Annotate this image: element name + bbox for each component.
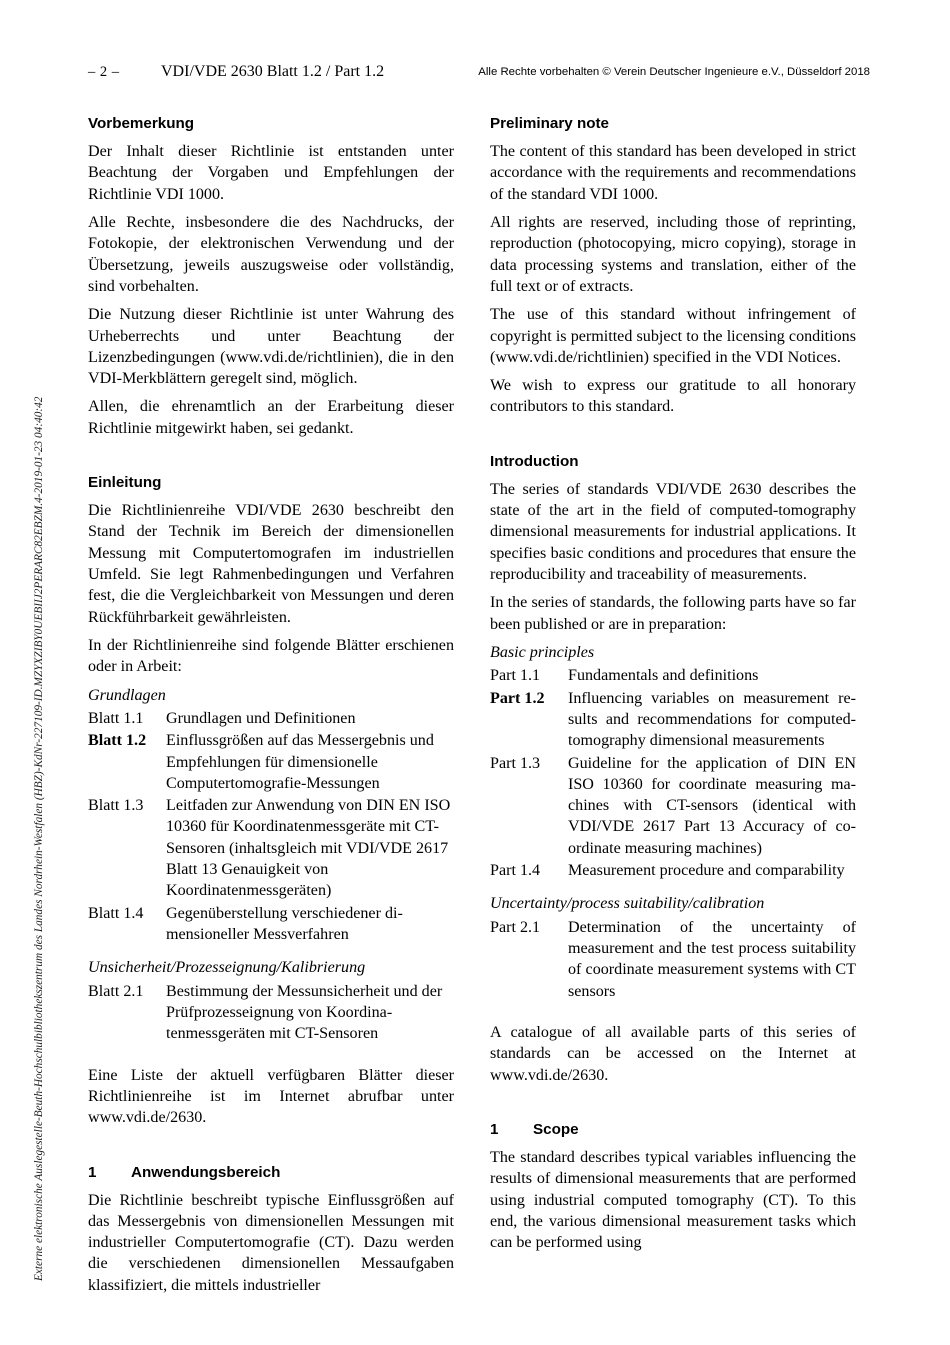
copyright-notice: Alle Rechte vorbehalten © Verein Deutscher Ingenieure e.V., Düsseldorf 2018 <box>478 66 870 78</box>
group-spacer <box>88 946 454 957</box>
group-spacer <box>490 882 856 893</box>
part-label: Part 1.2 <box>490 689 545 707</box>
part-label: Blatt 1.1 <box>88 709 144 727</box>
part-label: Part 1.4 <box>490 862 541 880</box>
part-text: Measurement procedure and comparability <box>568 862 845 880</box>
paragraph-closing: A catalogue of all available parts of this series of standards can be accessed on the Internet at www.vdi.de/2630. <box>490 1023 856 1084</box>
subheading-basic-principles: Basic principles <box>490 643 595 661</box>
part-list-item <box>88 708 454 729</box>
section-spacer <box>490 1086 856 1120</box>
paragraph: Die Richtlinie beschreibt typische Einflussgrößen auf das Messergebnis von dimensionellen Messungen mit industrieller Computertomografie (CT). Dazu werden die verschiedenen dimensionellen Messaufgaben klassifiziert, die mittels industrieller <box>88 1191 454 1294</box>
paragraph: The series of standards VDI/VDE 2630 describes the state of the art in the field of computed-tomography dimensional measurements for industrial applications. It specifies basic conditions and procedures that ensure the reproducibility and traceability of measurements. <box>490 480 856 583</box>
part-list-item <box>490 688 856 752</box>
part-text: Gegenüberstellung verschiedener dimensioneller Messverfahren <box>166 904 403 943</box>
part-label: Blatt 1.2 <box>88 732 147 750</box>
part-list-item <box>88 795 454 902</box>
group-spacer <box>490 1003 856 1022</box>
part-list-item <box>88 903 454 946</box>
heading-anwendungsbereich <box>88 1163 454 1182</box>
paragraph: Der Inhalt dieser Richtlinie ist entstanden unter Beachtung der Vorgaben und Empfehlungen der Richtlinie VDI 1000. <box>88 143 454 203</box>
subheading-uncertainty: Uncertainty/process suitability/calibration <box>490 895 765 913</box>
part-list-item <box>490 665 856 686</box>
section-spacer <box>490 418 856 452</box>
heading-preliminary-note: Preliminary note <box>490 115 610 132</box>
paragraph: Die Nutzung dieser Richtlinie ist unter Wahrung des Urheberrechts und unter Beachtung der Lizenzbedingungen (www.vdi.de/richtlinien), die in den VDI-Merkblättern geregelt sind, möglich. <box>88 306 454 388</box>
part-list-item <box>490 917 856 1002</box>
part-label: Part 1.1 <box>490 667 541 685</box>
part-list-item <box>88 730 454 794</box>
paragraph-closing: Eine Liste der aktuell verfügbaren Blätter dieser Richtlinienreihe ist im Internet abrufbar unter www.vdi.de/2630. <box>88 1066 454 1127</box>
part-text: Einflussgrößen auf das Messergebnis und Empfehlungen für dimensionelle Computertomografie-Messungen <box>166 732 434 792</box>
part-text: Determination of the uncertainty of measurement and the test process suitability of coordinate measurement systems with CT sensors <box>568 918 856 1000</box>
heading-introduction: Introduction <box>490 452 579 470</box>
part-text: Leitfaden zur Anwendung von DIN EN ISO 10360 für Koordinatenmessgeräte mit CT-Sensoren (inhaltsgleich mit VDI/VDE 2617 Blatt 13 Genauigkeit von Koordinatenmessgeräten) <box>166 797 451 900</box>
paragraph: Alle Rechte, insbesondere die des Nachdrucks, der Fotokopie, der elektronischen Verwendung und der Übersetzung, jeweils auszugsweise oder vollständig, sind vorbehalten. <box>88 213 454 295</box>
part-label: Blatt 1.3 <box>88 797 144 815</box>
section-spacer <box>88 439 454 473</box>
paragraph: In der Richtlinienreihe sind folgende Blätter erschienen oder in Arbeit: <box>88 636 454 676</box>
part-text: Guideline for the application of DIN EN ISO 10360 for coordinate measuring machines with CT-sensors (identical with VDI/VDE 2617 Part 13 Accuracy of coordinate measuring machines) <box>568 754 856 857</box>
section-title: Scope <box>533 1120 579 1138</box>
page-header <box>88 64 870 86</box>
heading-scope <box>490 1120 856 1139</box>
group-spacer <box>88 1046 454 1065</box>
part-label: Part 1.3 <box>490 754 541 772</box>
part-text: Grundlagen und Definitionen <box>166 709 356 727</box>
subheading-unsicherheit: Unsicherheit/Prozesseignung/Kalibrierung <box>88 959 366 977</box>
paragraph: The content of this standard has been developed in strict accordance with the requirements and recommendations of the standard VDI 1000. <box>490 143 856 203</box>
paragraph: We wish to express our gratitude to all honorary contributors to this standard. <box>490 377 856 416</box>
side-watermark-text: Externe elektronische Auslegestelle-Beuth-Hochschulbibliothekszentrum des Landes Nordrhein-Westfalen (HBZ)-KdNr-227109-ID.MZYXZIBY0UEBIIJ2PERARC82EBZM.4-2019-01-23 04:40:42 <box>33 396 45 1281</box>
paragraph: The standard describes typical variables influencing the results of dimensional measurements that are performed using industrial computed tomography (CT). To this end, the various dimensional measurement tasks which can be performed using <box>490 1148 856 1252</box>
part-label: Blatt 2.1 <box>88 982 144 1000</box>
heading-vorbemerkung: Vorbemerkung <box>88 115 195 132</box>
section-spacer <box>88 1129 454 1163</box>
part-text: Influencing variables on measurement results and recommendations for computed-tomography dimensional measurements <box>568 689 856 750</box>
part-list-item <box>490 753 856 860</box>
section-number: 1 <box>88 1163 97 1181</box>
subheading-grundlagen: Grundlagen <box>88 686 166 704</box>
paragraph: Die Richtlinienreihe VDI/VDE 2630 beschreibt den Stand der Technik im Bereich der dimensionellen Messung mit Computertomografen im industriellen Umfeld. Sie legt Rahmenbedingungen und Verfahren fest, die die Vergleichbarkeit von Messungen und deren Rückführbarkeit gewährleisten. <box>88 502 454 626</box>
part-label: Part 2.1 <box>490 918 541 936</box>
paragraph: Allen, die ehrenamtlich an der Erarbeitung dieser Richtlinie mitgewirkt haben, sei gedankt. <box>88 398 454 437</box>
paragraph: The use of this standard without infringement of copyright is permitted subject to the licensing conditions (www.vdi.de/richtlinien) specified in the VDI Notices. <box>490 306 856 366</box>
document-title: VDI/VDE 2630 Blatt 1.2 / Part 1.2 <box>161 63 385 80</box>
side-watermark <box>0 0 46 1345</box>
column-german <box>88 114 454 1296</box>
heading-einleitung: Einleitung <box>88 474 162 492</box>
paragraph: In the series of standards, the following parts have so far been published or are in preparation: <box>490 594 856 633</box>
section-title: Anwendungsbereich <box>131 1163 281 1181</box>
column-english <box>490 114 856 1253</box>
part-text: Bestimmung der Messunsicherheit und der Prüfprozesseignung von Koordinatenmessgeräten mit CT-Sensoren <box>166 982 443 1043</box>
part-text: Fundamentals and definitions <box>568 667 759 685</box>
part-list-item <box>88 981 454 1045</box>
part-label: Blatt 1.4 <box>88 904 144 922</box>
section-number: 1 <box>490 1120 499 1138</box>
paragraph: All rights are reserved, including those of reprinting, reproduction (photocopying, micro copying), storage in data processing systems and translation, either of the full text or of extracts. <box>490 213 856 295</box>
page-number: – 2 – <box>88 64 120 80</box>
part-list-item <box>490 860 856 881</box>
